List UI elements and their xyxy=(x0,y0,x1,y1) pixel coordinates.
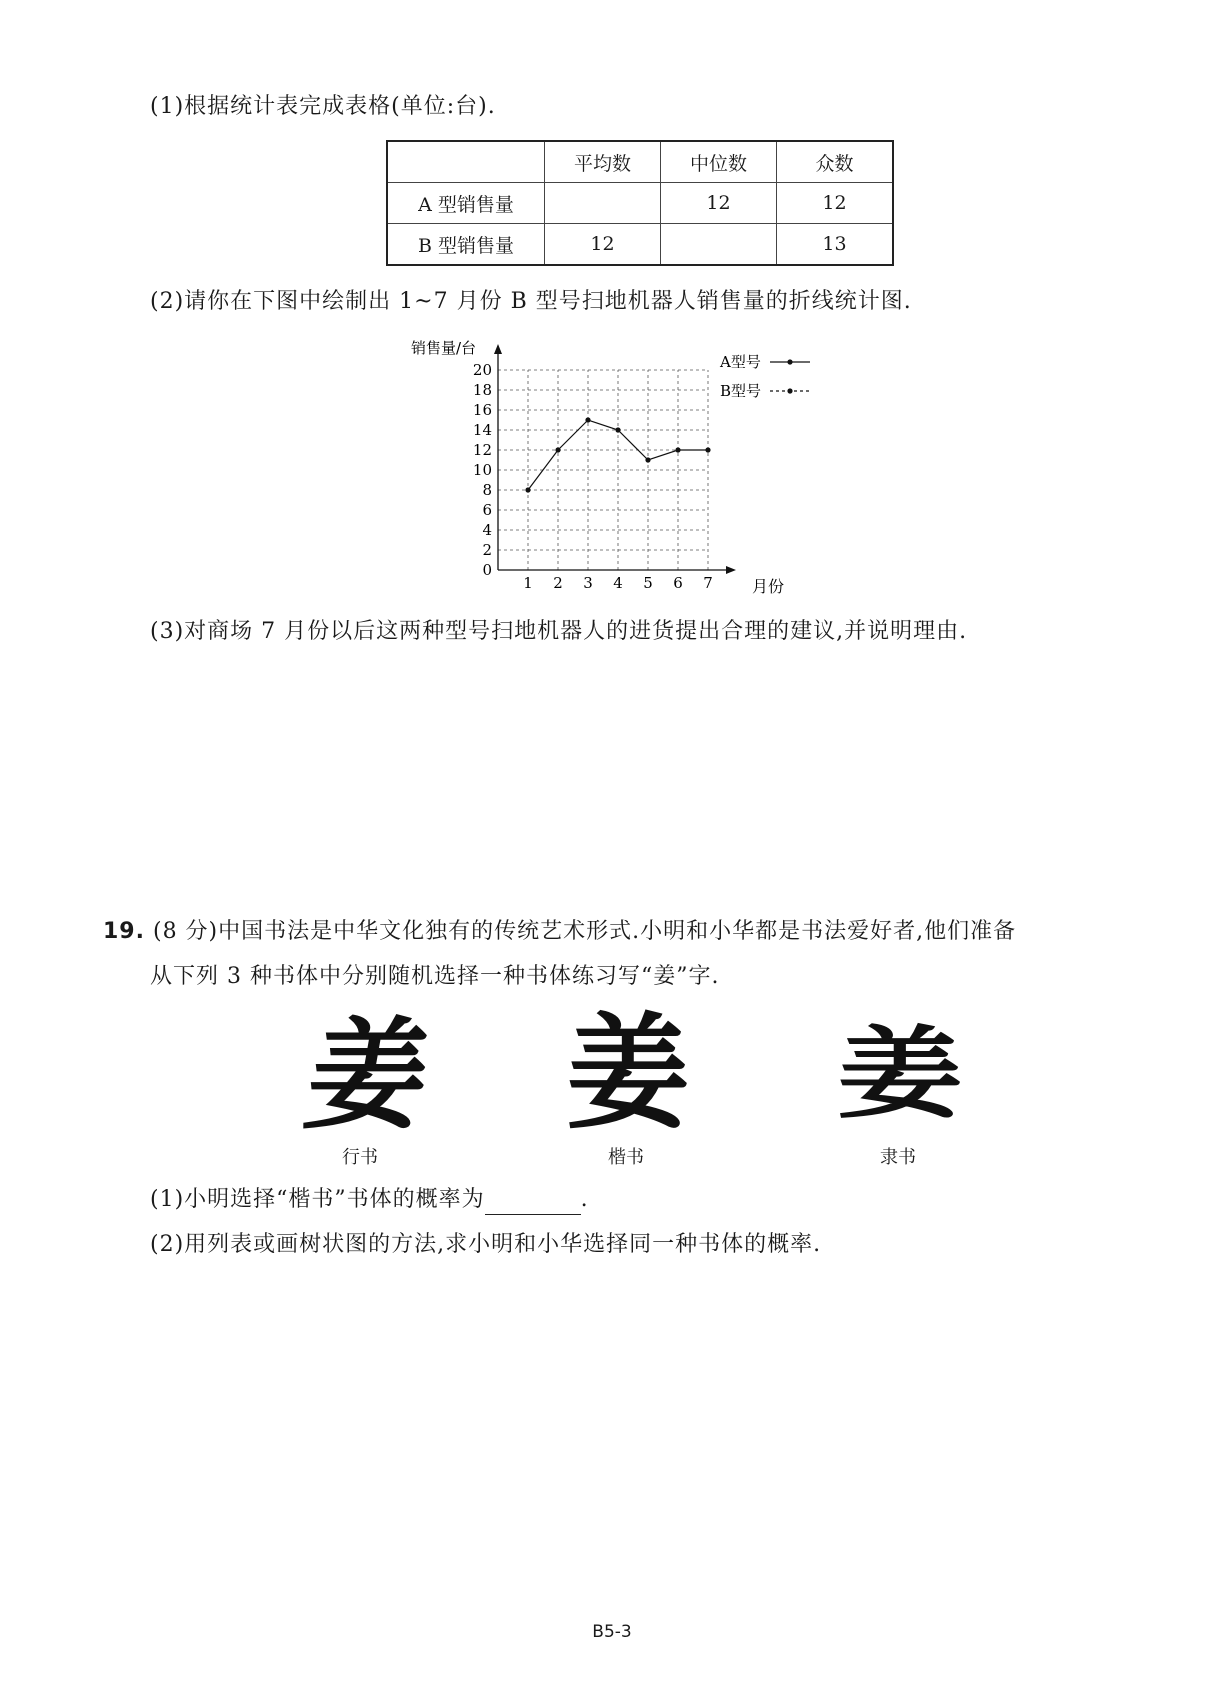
table-header-cell: 众数 xyxy=(777,141,894,183)
legend-label: B型号 xyxy=(720,382,762,400)
x-axis-label: 月份 xyxy=(752,577,785,596)
q19-sub1 xyxy=(150,1185,589,1215)
calligraphy-lishu-glyph xyxy=(830,1012,970,1132)
x-tick-label: 3 xyxy=(583,574,593,592)
table-cell: B 型销售量 xyxy=(387,224,545,266)
x-tick-label: 1 xyxy=(523,574,533,592)
table-cell: 12 xyxy=(545,224,661,266)
table-cell: 12 xyxy=(777,183,894,224)
table-row xyxy=(387,183,893,224)
calligraphy-xingshu-image xyxy=(296,1003,442,1146)
y-tick-label: 12 xyxy=(472,441,492,459)
legend-marker xyxy=(787,388,792,393)
q19-sub1-text: (1)小明选择“楷书”书体的概率为 xyxy=(150,1187,485,1212)
table-row xyxy=(387,224,893,266)
chart-legend xyxy=(719,353,810,400)
q19-sub1-end: . xyxy=(580,1187,589,1212)
data-point xyxy=(615,427,620,432)
data-point xyxy=(675,447,680,452)
table-header-row xyxy=(387,141,893,183)
part2-prompt: (2)请你在下图中绘制出 1~7 月份 B 型号扫地机器人销售量的折线统计图. xyxy=(150,289,912,314)
y-axis-label: 销售量/台 xyxy=(411,339,477,357)
sales-line-chart xyxy=(405,330,825,600)
y-tick-label: 16 xyxy=(472,401,492,419)
table-cell xyxy=(545,183,661,224)
data-point xyxy=(705,447,710,452)
q19-intro: (8 分)中国书法是中华文化独有的传统艺术形式.小明和小华都是书法爱好者,他们准备 xyxy=(152,919,1017,944)
svg-text:姜: 姜 xyxy=(836,1014,964,1132)
x-tick-label: 4 xyxy=(613,574,623,592)
y-tick-label: 0 xyxy=(482,561,492,579)
table-header-cell: 平均数 xyxy=(545,141,661,183)
page-footer: B5-3 xyxy=(592,1622,632,1642)
x-tick-label: 2 xyxy=(553,574,563,592)
y-tick-label: 2 xyxy=(482,541,492,559)
table-cell xyxy=(661,224,777,266)
calligraphy-label-lishu: 隶书 xyxy=(880,1147,916,1168)
calligraphy-label-xingshu: 行书 xyxy=(342,1147,378,1168)
y-tick-label: 14 xyxy=(472,421,492,439)
table-cell: A 型销售量 xyxy=(387,183,545,224)
part1-prompt: (1)根据统计表完成表格(单位:台). xyxy=(150,94,496,119)
chart-y-ticks xyxy=(473,361,492,579)
calligraphy-xingshu-glyph xyxy=(296,1003,442,1146)
data-point xyxy=(525,487,530,492)
chart-x-ticks xyxy=(523,574,713,592)
table-header-cell xyxy=(387,141,545,183)
calligraphy-kaishu-image xyxy=(563,1001,693,1146)
svg-text:姜: 姜 xyxy=(296,1003,442,1146)
y-tick-label: 18 xyxy=(472,381,492,399)
y-tick-label: 8 xyxy=(482,481,492,499)
x-tick-label: 7 xyxy=(703,574,713,592)
legend-marker xyxy=(787,359,792,364)
x-axis-arrow xyxy=(726,566,736,574)
calligraphy-kaishu-glyph xyxy=(563,1001,693,1146)
legend-label: A型号 xyxy=(720,353,761,371)
y-tick-label: 10 xyxy=(472,461,492,479)
calligraphy-label-kaishu: 楷书 xyxy=(608,1147,644,1168)
table-header-cell: 中位数 xyxy=(661,141,777,183)
chart-axes xyxy=(494,344,736,574)
data-point xyxy=(585,417,590,422)
q19-line2: 从下列 3 种书体中分别随机选择一种书体练习写“姜”字. xyxy=(150,964,720,989)
chart-grid xyxy=(498,370,708,570)
q19-line1 xyxy=(103,917,1016,947)
calligraphy-lishu-image xyxy=(830,1012,970,1132)
answer-blank[interactable] xyxy=(485,1190,581,1215)
data-point xyxy=(555,447,560,452)
part3-prompt: (3)对商场 7 月份以后这两种型号扫地机器人的进货提出合理的建议,并说明理由. xyxy=(150,619,968,644)
table-cell: 13 xyxy=(777,224,894,266)
stats-table xyxy=(386,140,894,266)
svg-text:姜: 姜 xyxy=(565,1001,691,1146)
x-tick-label: 5 xyxy=(643,574,653,592)
y-tick-label: 4 xyxy=(482,521,492,539)
data-point xyxy=(645,457,650,462)
question-number: 19. xyxy=(103,919,145,944)
table-cell: 12 xyxy=(661,183,777,224)
y-tick-label: 20 xyxy=(472,361,492,379)
y-tick-label: 6 xyxy=(482,501,492,519)
q19-sub2: (2)用列表或画树状图的方法,求小明和小华选择同一种书体的概率. xyxy=(150,1232,822,1257)
x-tick-label: 6 xyxy=(673,574,683,592)
y-axis-arrow xyxy=(494,344,502,354)
